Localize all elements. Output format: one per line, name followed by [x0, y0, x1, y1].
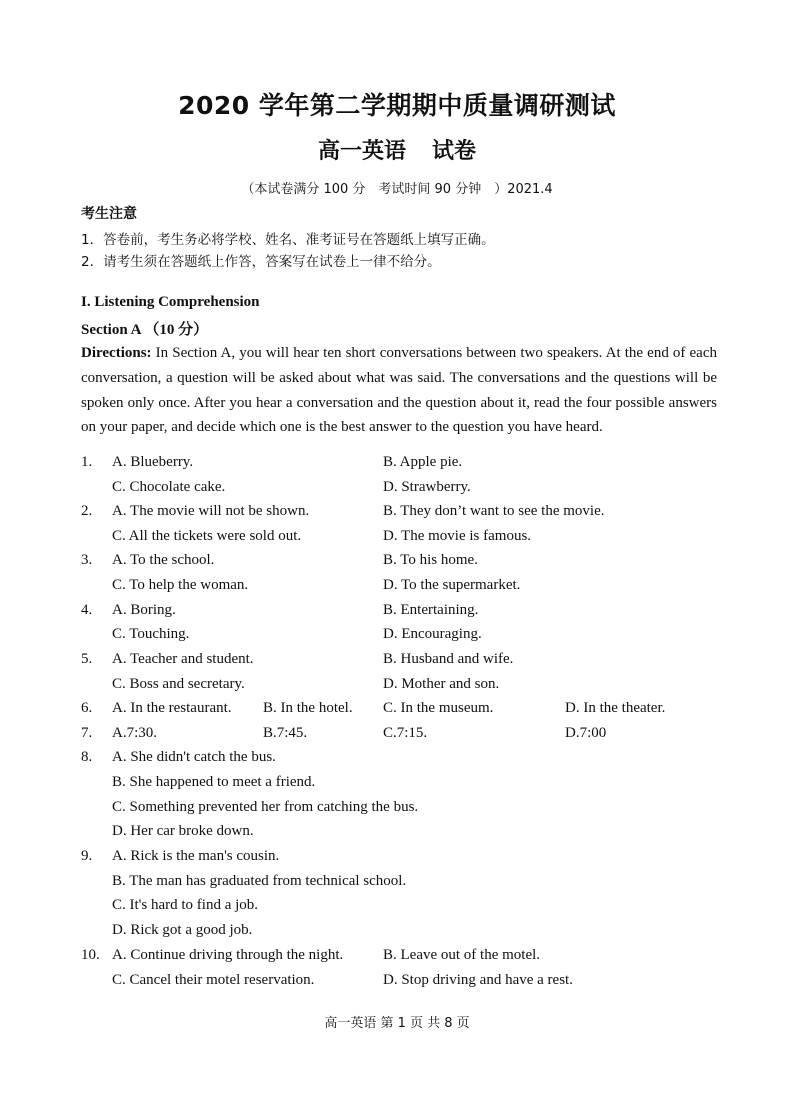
- option: D. The movie is famous.: [383, 528, 532, 544]
- question-number: 1.: [81, 454, 93, 470]
- option: C. Cancel their motel reservation.: [112, 972, 315, 988]
- option: B. Leave out of the motel.: [383, 947, 541, 963]
- question-number: 2.: [81, 503, 93, 519]
- option: A. Continue driving through the night.: [112, 947, 344, 963]
- option: B. Apple pie.: [383, 454, 463, 470]
- directions-text: In Section A, you will hear ten short conversations between two speakers. At the end of each conversation, a question will be asked about what was said. The conversations and the questions will be spoken only once. After you hear a conversation and the question about it, read the four possible answers on your paper, and decide which one is the best answer to the question you have heard.: [81, 345, 717, 436]
- option: B. To his home.: [383, 552, 478, 568]
- section-heading: Section A （10 分）: [81, 322, 209, 338]
- question-number: 7.: [81, 725, 93, 741]
- option: C. In the museum.: [383, 700, 494, 716]
- option: C. Boss and secretary.: [112, 676, 245, 692]
- directions-paragraph: [81, 341, 717, 440]
- option: D. Strawberry.: [383, 479, 471, 495]
- subtitle-subject: 高一英语: [317, 139, 406, 164]
- question-number: 5.: [81, 651, 93, 667]
- part-heading: I. Listening Comprehension: [81, 294, 260, 310]
- option: D.7:00: [565, 725, 607, 741]
- option: C. All the tickets were sold out.: [112, 528, 302, 544]
- notice-heading: 考生注意: [81, 206, 137, 222]
- option: D. Stop driving and have a rest.: [383, 972, 573, 988]
- option: C. It's hard to find a job.: [112, 897, 259, 913]
- option: D. Rick got a good job.: [112, 922, 253, 938]
- option: B.7:45.: [263, 725, 308, 741]
- option: A. In the restaurant.: [112, 700, 232, 716]
- option: D. Encouraging.: [383, 626, 482, 642]
- question-number: 8.: [81, 749, 93, 765]
- option: D. To the supermarket.: [383, 577, 521, 593]
- option: B. Husband and wife.: [383, 651, 514, 667]
- exam-meta: （本试卷满分 100 分 考试时间 90 分钟 ）2021.4: [241, 182, 553, 197]
- option: B. They don’t want to see the movie.: [383, 503, 605, 519]
- page-footer: 高一英语 第 1 页 共 8 页: [324, 1016, 470, 1031]
- question-number: 4.: [81, 602, 93, 618]
- option: B. In the hotel.: [263, 700, 353, 716]
- option: A. She didn't catch the bus.: [112, 749, 276, 765]
- option: B. The man has graduated from technical school.: [112, 873, 407, 889]
- option: A.7:30.: [112, 725, 157, 741]
- notice-item-2: 2．请考生须在答题纸上作答，答案写在试卷上一律不给分。: [81, 254, 441, 270]
- option: D. Mother and son.: [383, 676, 500, 692]
- option: B. Entertaining.: [383, 602, 479, 618]
- subtitle-paper: 试卷: [432, 139, 477, 164]
- option: A. Teacher and student.: [112, 651, 254, 667]
- option: A. Rick is the man's cousin.: [112, 848, 280, 864]
- option: A. Blueberry.: [112, 454, 194, 470]
- option: C. Chocolate cake.: [112, 479, 226, 495]
- option: A. To the school.: [112, 552, 215, 568]
- option: D. In the theater.: [565, 700, 666, 716]
- exam-title: 2020 学年第二学期期中质量调研测试: [178, 91, 616, 120]
- exam-subtitle: [0, 134, 794, 165]
- option: C. Something prevented her from catching the bus.: [112, 799, 419, 815]
- option: A. Boring.: [112, 602, 176, 618]
- notice-item-1: 1．答卷前，考生务必将学校、姓名、准考证号在答题纸上填写正确。: [81, 232, 495, 248]
- option: C.7:15.: [383, 725, 428, 741]
- question-number: 3.: [81, 552, 93, 568]
- question-number: 9.: [81, 848, 93, 864]
- option: D. Her car broke down.: [112, 823, 254, 839]
- question-number: 10.: [81, 947, 100, 963]
- option: B. She happened to meet a friend.: [112, 774, 316, 790]
- question-number: 6.: [81, 700, 93, 716]
- directions-label: Directions:: [81, 345, 152, 361]
- option: C. Touching.: [112, 626, 190, 642]
- option: C. To help the woman.: [112, 577, 249, 593]
- option: A. The movie will not be shown.: [112, 503, 310, 519]
